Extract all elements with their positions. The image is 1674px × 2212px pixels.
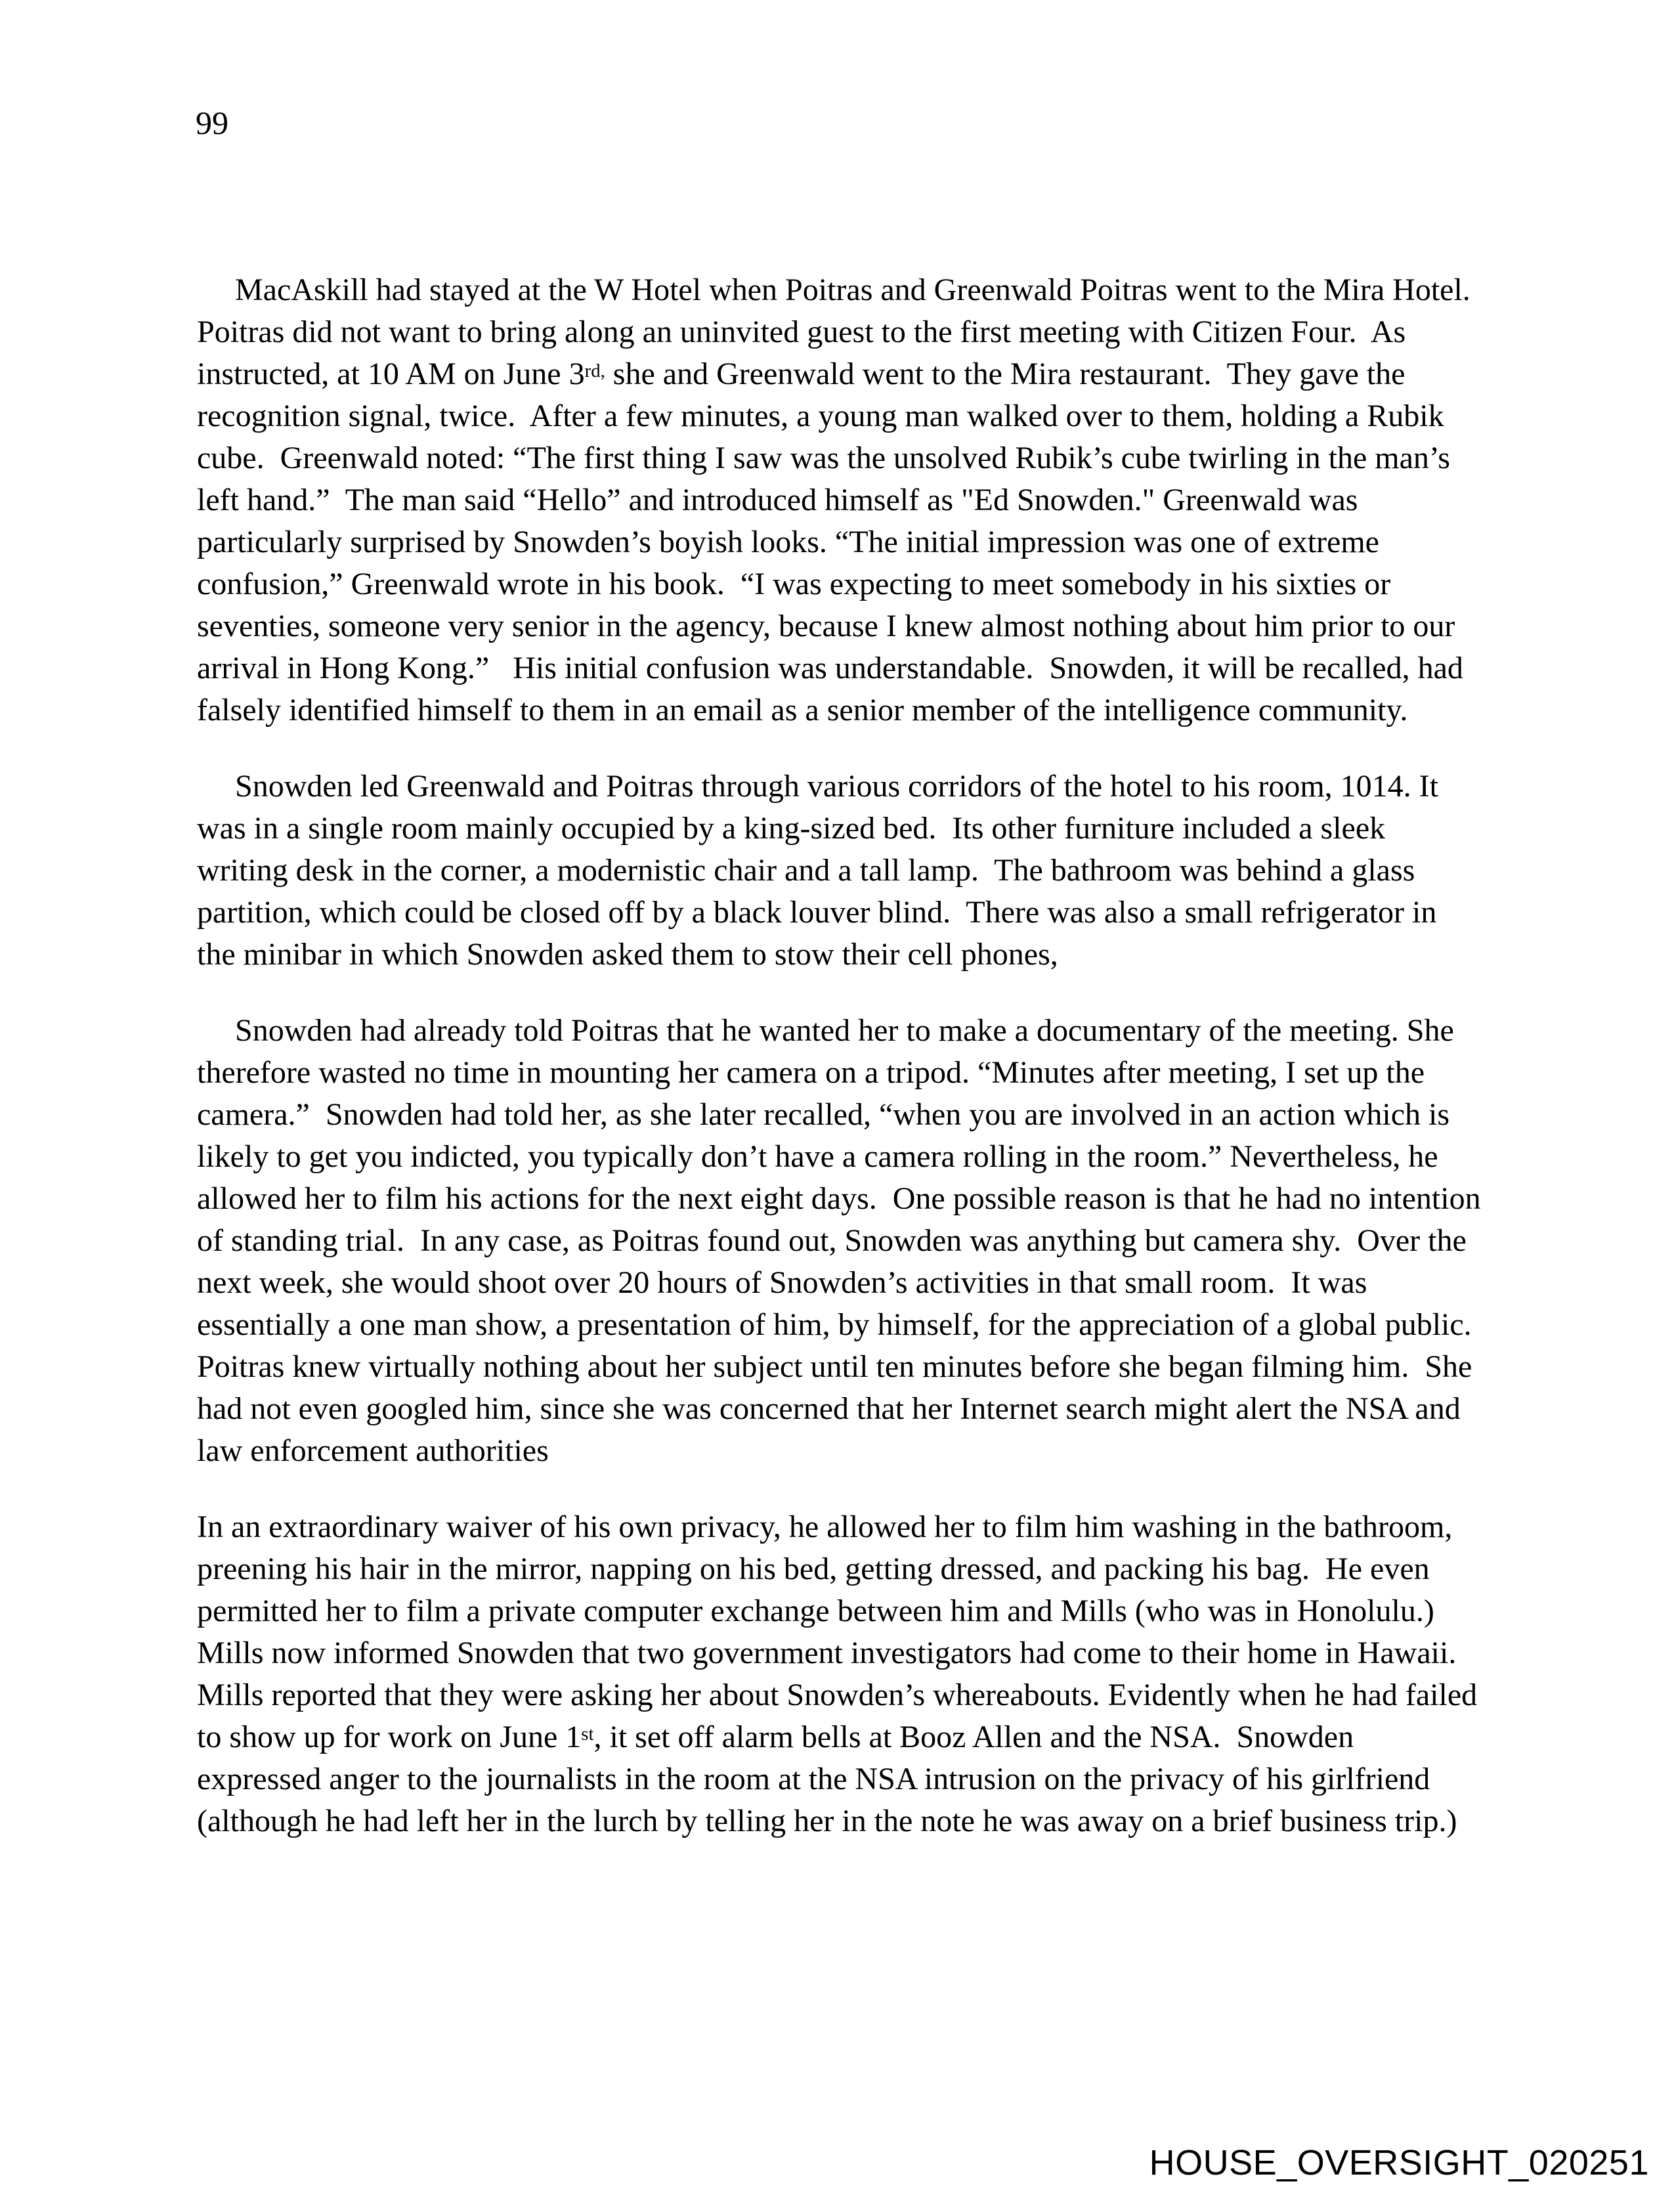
paragraph-3: Snowden had already told Poitras that he wanted her to make a documentary of the meeting. She therefore wasted no time in mounting her camera on a tripod. “Minutes after meeting, I set up the camera.” Snowden had told her, as she later recalled, “when you are involved in an action which is likely to get you indicted, you typically don’t have a camera rolling in the room.” Nevertheless, he allowed her to film his actions for the next eight days. One possible reason is that he had no intention of standing trial. In any case, as Poitras found out, Snowden was anything but camera shy. Over the next week, she would shoot over 20 hours of Snowden’s activities in that small room. It was essentially a one man show, a presentation of him, by himself, for the appreciation of a global public. Poitras knew virtually nothing about her subject until ten minutes before she began filming him. She had not even googled him, since she was concerned that her Internet search might alert the NSA and law enforcement authorities (197, 1013, 1489, 1468)
page-number: 99 (196, 104, 228, 141)
bates-stamp: HOUSE_OVERSIGHT_020251 (1149, 2143, 1649, 2182)
superscript-ordinal: st (581, 1724, 594, 1745)
document-body (197, 269, 1489, 1876)
text-run: she and Greenwald went to the Mira restaurant. They gave the recognition signal, twice. After a few minutes, a young man walked over to them, holding a Rubik cube. Greenwald noted: “The first thing I saw was the unsolved Rubik’s cube twirling in the man’s left hand.” The man said “Hello” and introduced himself as "Ed Snowden." Greenwald was particularly surprised by Snowden’s boyish looks. “The initial impression was one of extreme confusion,” Greenwald wrote in his book. “I was expecting to meet somebody in his sixties or seventies, someone very senior in the agency, because I knew almost nothing about him prior to our arrival in Hong Kong.” His initial confusion was understandable. Snowden, it will be recalled, had falsely identified himself to them in an email as a senior member of the intelligence community. (197, 357, 1471, 727)
text-run: MacAskill had stayed at the W Hotel when Poitras and Greenwald Poitras went to the Mira Hotel. Poitras did not want to bring along an uninvited guest to the first meeting with Citizen Four. As instructed, at 10 AM on June 3 (197, 272, 1486, 391)
paragraph-4 (197, 1506, 1486, 1842)
text-run: , it set off alarm bells at Booz Allen and the NSA. Snowden expressed anger to the journalists in the room at the NSA intrusion on the privacy of his girlfriend (although he had left her in the lurch by telling her in the note he was away on a brief business trip.) (197, 1720, 1457, 1838)
text-run: In an extraordinary waiver of his own privacy, he allowed her to film him washing in the bathroom, preening his hair in the mirror, napping on his bed, getting dressed, and packing his bag. He even permitted her to film a private computer exchange between him and Mills (who was in Honolulu.) Mills now informed Snowden that two government investigators had come to their home in Hawaii. Mills reported that they were asking her about Snowden’s whereabouts. Evidently when he had failed to show up for work on June 1 (197, 1509, 1486, 1754)
superscript-ordinal: rd, (584, 360, 605, 382)
paragraph-1 (197, 269, 1486, 731)
paragraph-2: Snowden led Greenwald and Poitras through various corridors of the hotel to his room, 1014. It was in a single room mainly occupied by a king-sized bed. Its other furniture included a sleek writing desk in the corner, a modernistic chair and a tall lamp. The bathroom was behind a glass partition, which could be closed off by a black louver blind. There was also a small refrigerator in the minibar in which Snowden asked them to stow their cell phones, (197, 769, 1446, 972)
